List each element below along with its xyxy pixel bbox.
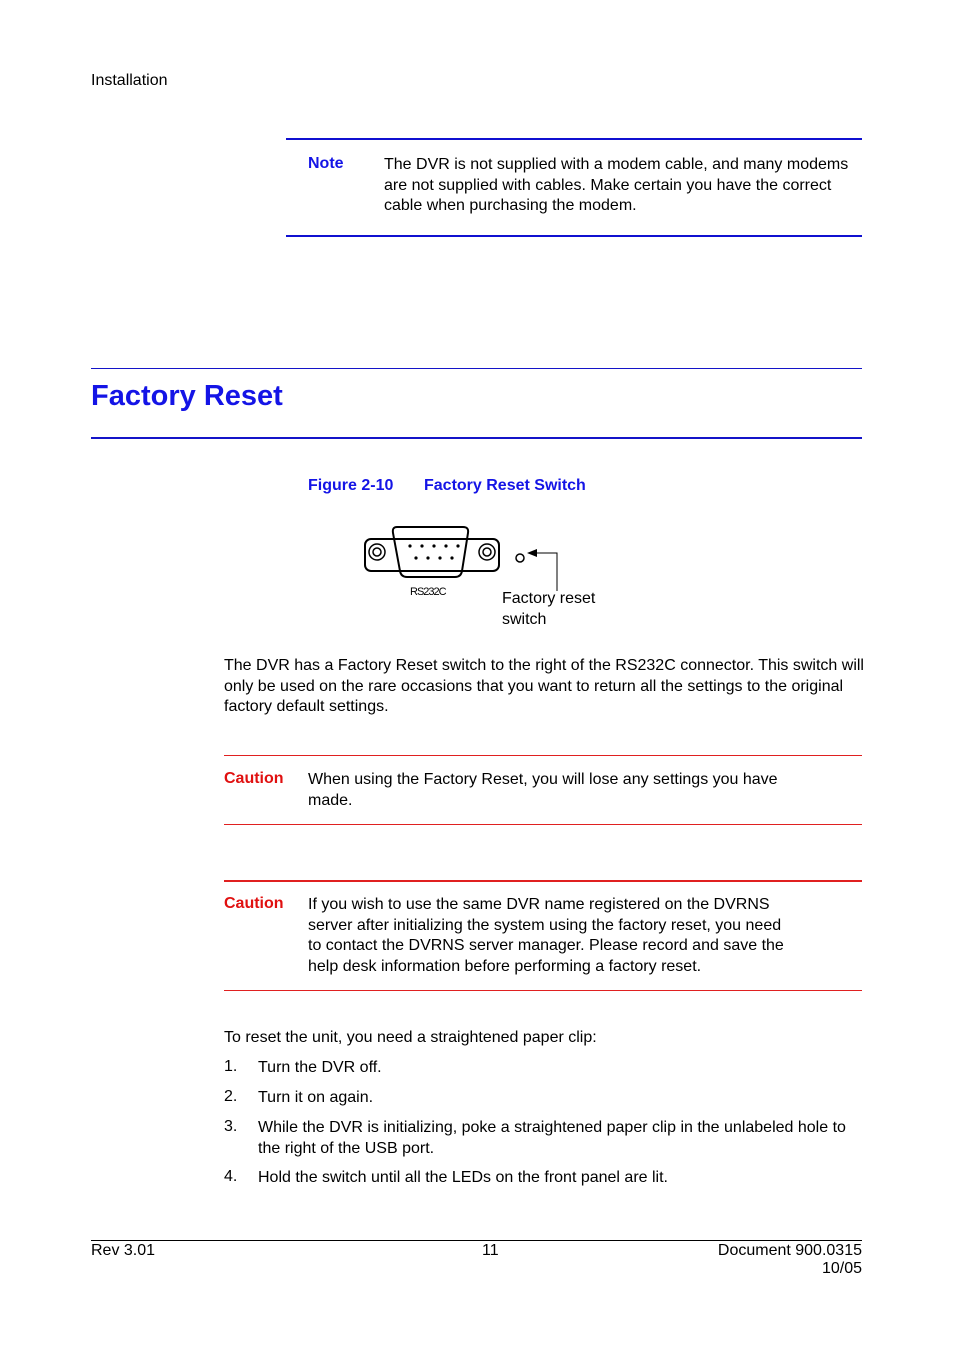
footer-rule — [91, 1240, 862, 1241]
note-bottom-rule — [286, 235, 862, 237]
body-paragraph: The DVR has a Factory Reset switch to the right of the RS232C connector. This switch will only be used on the rare occasions that you want to return all the settings to the original factory default settings. — [224, 657, 864, 715]
step-text: Hold the switch until all the LEDs on the front panel are lit. — [258, 1169, 668, 1186]
rs232c-connector-diagram — [355, 515, 575, 595]
footer-date: 10/05 — [821, 1260, 862, 1277]
section-top-rule — [91, 368, 862, 369]
caution-2-label: Caution — [224, 895, 284, 912]
footer-revision: Rev 3.01 — [91, 1242, 156, 1259]
caution-1-top-rule — [224, 755, 862, 756]
connector-label: RS232C — [410, 586, 446, 598]
caution-1-bottom-rule — [224, 824, 862, 825]
reset-switch-hole — [516, 554, 524, 562]
figure-title: Factory Reset Switch — [424, 477, 586, 494]
note-label: Note — [308, 155, 344, 172]
footer-document — [718, 1242, 862, 1278]
caution-2-text: If you wish to use the same DVR name registered on the DVRNS server after initializing the system using the factory reset, you need to contact the DVRNS server manager. Please record and save the help desk information before performing a factory reset. — [308, 896, 784, 975]
caution-2-bottom-rule — [224, 990, 862, 991]
running-header: Installation — [91, 72, 168, 89]
callout-line-1: Factory reset — [502, 590, 596, 607]
callout-line-2: switch — [502, 610, 547, 628]
section-bottom-rule — [91, 437, 862, 439]
step-number: 4. — [224, 1168, 238, 1185]
section-title: Factory Reset — [91, 380, 283, 412]
footer-page-number: 11 — [482, 1242, 499, 1259]
step-text: While the DVR is initializing, poke a straightened paper clip in the unlabeled hole to the right of the USB port. — [258, 1119, 846, 1157]
caution-1-text: When using the Factory Reset, you will lose any settings you have made. — [308, 771, 778, 809]
caution-2-top-rule — [224, 880, 862, 882]
step-text: Turn it on again. — [258, 1089, 374, 1106]
figure-number: Figure 2-10 — [308, 477, 394, 494]
footer-document-number: Document 900.0315 — [717, 1242, 862, 1259]
step-text: Turn the DVR off. — [258, 1059, 382, 1076]
procedure-intro: To reset the unit, you need a straightened paper clip: — [224, 1029, 597, 1046]
note-top-rule — [286, 138, 862, 140]
step-number: 3. — [224, 1118, 238, 1135]
step-number: 2. — [224, 1088, 238, 1105]
step-number: 1. — [224, 1058, 238, 1075]
note-text: The DVR is not supplied with a modem cable, and many modems are not supplied with cables. Make certain you have the correct cable when purchasing the modem. — [384, 156, 849, 214]
reset-switch-callout — [502, 589, 595, 630]
caution-1-label: Caution — [224, 770, 284, 787]
